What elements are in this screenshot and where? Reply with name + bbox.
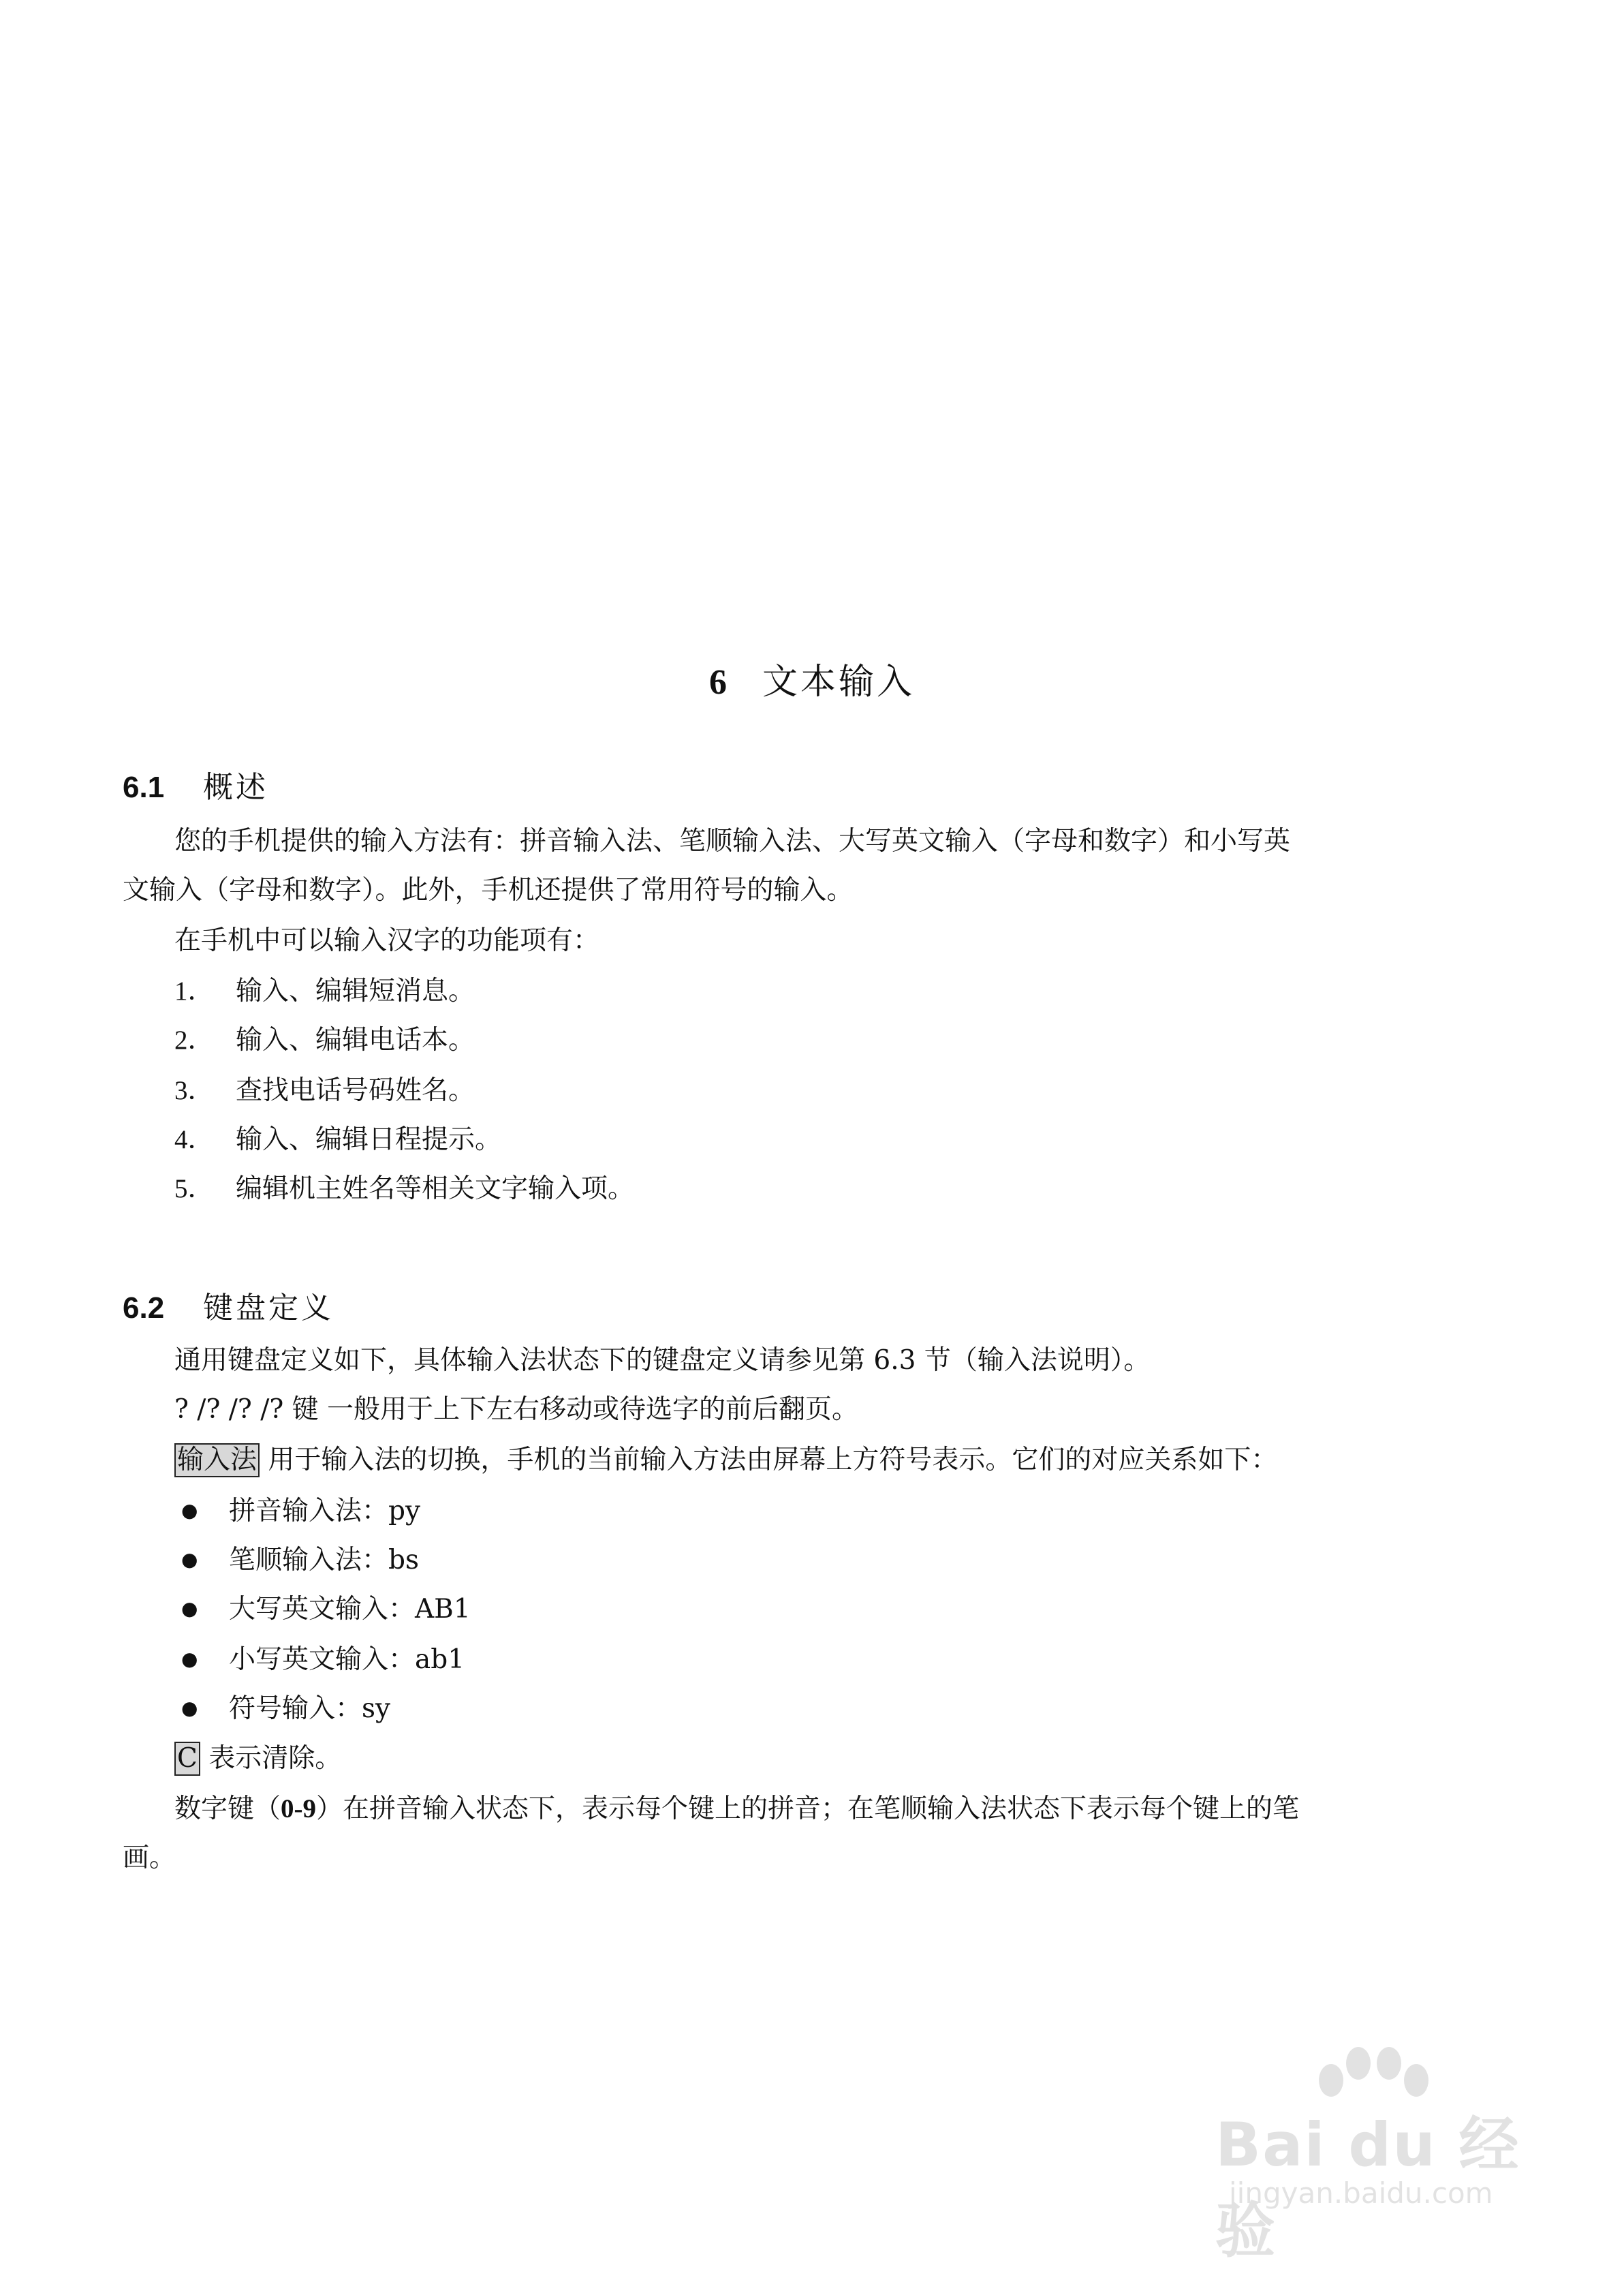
baidu-jingyan-watermark bbox=[1161, 2043, 1542, 2266]
section-heading-6-1 bbox=[123, 767, 268, 808]
list-intro: 在手机中可以输入汉字的功能项有： bbox=[174, 925, 600, 956]
digit-keys-line1 bbox=[174, 1791, 1299, 1828]
list-number: 5． bbox=[174, 1174, 215, 1203]
digit-keys-prefix: 数字键（ bbox=[174, 1793, 281, 1824]
bullet-item bbox=[181, 1641, 465, 1678]
keyboard-intro: 通用键盘定义如下，具体输入法状态下的键盘定义请参见第 6.3 节（输入法说明）。 bbox=[174, 1345, 1151, 1376]
bullet-text: 笔顺输入法：bs bbox=[229, 1545, 419, 1575]
list-text: 输入、编辑电话本。 bbox=[236, 1025, 475, 1056]
list-text: 输入、编辑短消息。 bbox=[236, 976, 475, 1006]
list-number: 1． bbox=[174, 976, 215, 1006]
chapter-title bbox=[0, 658, 1624, 707]
section-heading-6-2 bbox=[123, 1288, 334, 1329]
list-item bbox=[174, 1171, 634, 1207]
list-number: 4． bbox=[174, 1125, 215, 1154]
list-text: 编辑机主姓名等相关文字输入项。 bbox=[236, 1173, 635, 1204]
chapter-title-text: 文本输入 bbox=[762, 662, 915, 703]
clear-key: C bbox=[174, 1742, 200, 1776]
list-item bbox=[174, 1073, 475, 1109]
input-method-description: 用于输入法的切换，手机的当前输入方法由屏幕上方符号表示。它们的对应关系如下： bbox=[260, 1445, 1278, 1475]
section-title: 键盘定义 bbox=[203, 1291, 334, 1325]
input-method-key: 输入法 bbox=[174, 1443, 260, 1477]
bullet-icon: ● bbox=[181, 1597, 198, 1620]
bullet-item bbox=[181, 1492, 420, 1530]
bullet-item bbox=[181, 1690, 390, 1727]
bullet-icon: ● bbox=[181, 1548, 198, 1571]
bullet-icon: ● bbox=[181, 1697, 198, 1719]
bullet-item bbox=[181, 1541, 419, 1579]
watermark-brand: Bai du 经验 bbox=[1215, 2110, 1520, 2266]
list-text: 输入、编辑日程提示。 bbox=[236, 1124, 502, 1155]
bullet-icon: ● bbox=[181, 1648, 198, 1670]
bullet-text: 符号输入：sy bbox=[229, 1693, 391, 1724]
list-number: 2． bbox=[174, 1026, 215, 1055]
bullet-icon: ● bbox=[181, 1499, 198, 1522]
list-text: 查找电话号码姓名。 bbox=[236, 1075, 475, 1106]
chapter-number: 6 bbox=[708, 663, 730, 702]
bullet-text: 小写英文输入：ab1 bbox=[229, 1644, 465, 1675]
digit-keys-range: 0-9 bbox=[281, 1794, 317, 1823]
section-number: 6.2 bbox=[123, 1291, 165, 1325]
input-method-line bbox=[174, 1442, 1277, 1479]
clear-key-description: 表示清除。 bbox=[200, 1743, 342, 1774]
intro-paragraph-line1: 您的手机提供的输入方法有：拼音输入法、笔顺输入法、大写英文输入（字母和数字）和小写英 bbox=[174, 826, 1291, 857]
nav-keys-text: ? /? /? /? 键 一般用于上下左右移动或待选字的前后翻页。 bbox=[174, 1394, 859, 1425]
bullet-text: 大写英文输入：AB1 bbox=[229, 1594, 471, 1624]
clear-key-line bbox=[174, 1740, 341, 1777]
list-item bbox=[174, 973, 475, 1010]
list-number: 3． bbox=[174, 1076, 215, 1105]
list-item bbox=[174, 1022, 475, 1059]
section-number: 6.1 bbox=[123, 771, 165, 804]
bullet-item bbox=[181, 1590, 471, 1628]
intro-paragraph-line2: 文输入（字母和数字）。此外，手机还提供了常用符号的输入。 bbox=[123, 875, 854, 906]
watermark-url: jingyan.baidu.com bbox=[1229, 2176, 1493, 2210]
list-item bbox=[174, 1122, 501, 1158]
bullet-text: 拼音输入法：py bbox=[229, 1496, 420, 1526]
digit-keys-line2: 画。 bbox=[123, 1843, 176, 1873]
digit-keys-description: ）在拼音输入状态下，表示每个键上的拼音；在笔顺输入法状态下表示每个键上的笔 bbox=[316, 1793, 1300, 1824]
section-title: 概述 bbox=[203, 770, 268, 805]
